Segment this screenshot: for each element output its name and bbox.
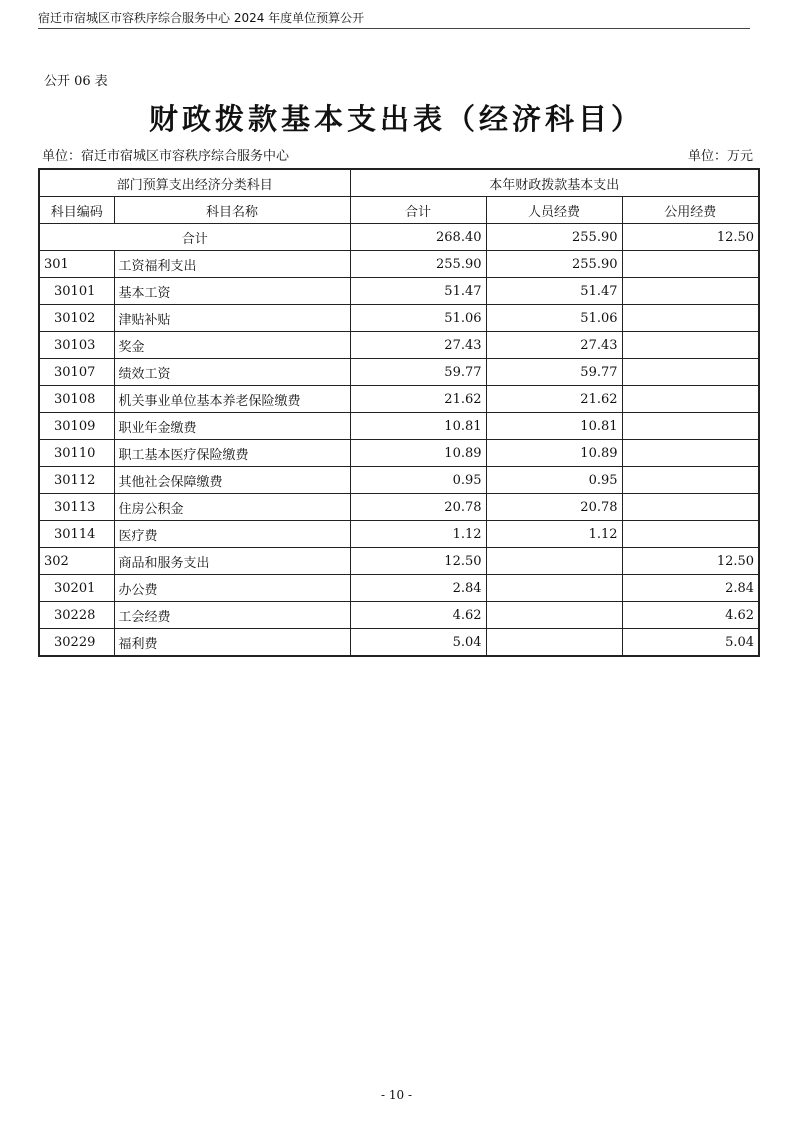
amount-total: 27.43 [350, 332, 486, 359]
amount-public [622, 386, 759, 413]
group-header-row [39, 169, 759, 197]
total-amount: 268.40 [350, 224, 486, 251]
amount-public [622, 413, 759, 440]
amount-total: 21.62 [350, 386, 486, 413]
document-title: 财政拨款基本支出表（经济科目） [148, 102, 644, 136]
table-row [39, 467, 759, 494]
amount-total: 20.78 [350, 494, 486, 521]
amount-personnel [486, 575, 622, 602]
total-personnel: 255.90 [486, 224, 622, 251]
group-header-classification: 部门预算支出经济分类科目 [39, 169, 350, 197]
amount-personnel [486, 629, 622, 657]
subject-name: 办公费 [114, 575, 350, 602]
unit-name: 单位：宿迁市宿城区市容秩序综合服务中心 [42, 149, 290, 164]
amount-personnel: 51.47 [486, 278, 622, 305]
table-row [39, 413, 759, 440]
total-row [39, 224, 759, 251]
column-header-code: 科目编码 [39, 197, 114, 224]
subject-name: 机关事业单位基本养老保险缴费 [114, 386, 350, 413]
subject-name: 职工基本医疗保险缴费 [114, 440, 350, 467]
expenditure-table [38, 168, 760, 657]
subject-code: 30109 [39, 413, 114, 440]
amount-personnel: 0.95 [486, 467, 622, 494]
amount-personnel: 59.77 [486, 359, 622, 386]
amount-total: 4.62 [350, 602, 486, 629]
amount-personnel [486, 548, 622, 575]
amount-public [622, 467, 759, 494]
amount-personnel: 21.62 [486, 386, 622, 413]
amount-total: 2.84 [350, 575, 486, 602]
subject-code: 30107 [39, 359, 114, 386]
page-number: - 10 - [380, 1088, 412, 1102]
amount-public [622, 521, 759, 548]
column-header-row [39, 197, 759, 224]
table-row [39, 521, 759, 548]
amount-public [622, 494, 759, 521]
total-label: 合计 [39, 224, 350, 251]
total-public: 12.50 [622, 224, 759, 251]
column-header-total: 合计 [350, 197, 486, 224]
table-row [39, 386, 759, 413]
subject-code: 30229 [39, 629, 114, 657]
table-row [39, 440, 759, 467]
amount-personnel: 10.89 [486, 440, 622, 467]
amount-total: 0.95 [350, 467, 486, 494]
amount-personnel: 255.90 [486, 251, 622, 278]
subject-code: 30114 [39, 521, 114, 548]
amount-personnel: 27.43 [486, 332, 622, 359]
amount-personnel: 20.78 [486, 494, 622, 521]
amount-total: 10.89 [350, 440, 486, 467]
column-header-public: 公用经费 [622, 197, 759, 224]
subject-name: 职业年金缴费 [114, 413, 350, 440]
table-row [39, 575, 759, 602]
subject-name: 奖金 [114, 332, 350, 359]
amount-public [622, 359, 759, 386]
subject-code: 30201 [39, 575, 114, 602]
currency-unit: 单位：万元 [687, 149, 753, 164]
amount-total: 255.90 [350, 251, 486, 278]
amount-public [622, 278, 759, 305]
amount-public [622, 305, 759, 332]
amount-personnel: 10.81 [486, 413, 622, 440]
table-row [39, 305, 759, 332]
subject-name: 工资福利支出 [114, 251, 350, 278]
amount-public [622, 332, 759, 359]
amount-public: 5.04 [622, 629, 759, 657]
subject-name: 绩效工资 [114, 359, 350, 386]
amount-total: 10.81 [350, 413, 486, 440]
amount-personnel: 1.12 [486, 521, 622, 548]
subject-code: 302 [39, 548, 114, 575]
subject-code: 30110 [39, 440, 114, 467]
amount-total: 12.50 [350, 548, 486, 575]
amount-public [622, 251, 759, 278]
amount-public: 4.62 [622, 602, 759, 629]
amount-public: 12.50 [622, 548, 759, 575]
page-header: 宿迁市宿城区市容秩序综合服务中心 2024 年度单位预算公开 [38, 8, 750, 29]
subject-name: 津贴补贴 [114, 305, 350, 332]
table-row [39, 359, 759, 386]
group-header-basic-expenditure: 本年财政拨款基本支出 [350, 169, 759, 197]
amount-total: 51.47 [350, 278, 486, 305]
subject-code: 30103 [39, 332, 114, 359]
table-row [39, 278, 759, 305]
subject-name: 医疗费 [114, 521, 350, 548]
amount-public [622, 440, 759, 467]
table-row [39, 494, 759, 521]
subject-name: 福利费 [114, 629, 350, 657]
amount-total: 5.04 [350, 629, 486, 657]
table-row [39, 629, 759, 657]
amount-personnel: 51.06 [486, 305, 622, 332]
subject-code: 30228 [39, 602, 114, 629]
form-code: 公开 06 表 [44, 74, 108, 89]
subject-code: 30102 [39, 305, 114, 332]
amount-total: 59.77 [350, 359, 486, 386]
subject-name: 商品和服务支出 [114, 548, 350, 575]
amount-personnel [486, 602, 622, 629]
subject-name: 工会经费 [114, 602, 350, 629]
column-header-name: 科目名称 [114, 197, 350, 224]
subject-code: 30108 [39, 386, 114, 413]
table-row [39, 251, 759, 278]
amount-total: 51.06 [350, 305, 486, 332]
subject-code: 30113 [39, 494, 114, 521]
subject-code: 30101 [39, 278, 114, 305]
subject-name: 基本工资 [114, 278, 350, 305]
subject-name: 其他社会保障缴费 [114, 467, 350, 494]
table-row [39, 548, 759, 575]
amount-public: 2.84 [622, 575, 759, 602]
table-row [39, 602, 759, 629]
column-header-personnel: 人员经费 [486, 197, 622, 224]
table-row [39, 332, 759, 359]
subject-name: 住房公积金 [114, 494, 350, 521]
subject-code: 30112 [39, 467, 114, 494]
amount-total: 1.12 [350, 521, 486, 548]
subject-code: 301 [39, 251, 114, 278]
